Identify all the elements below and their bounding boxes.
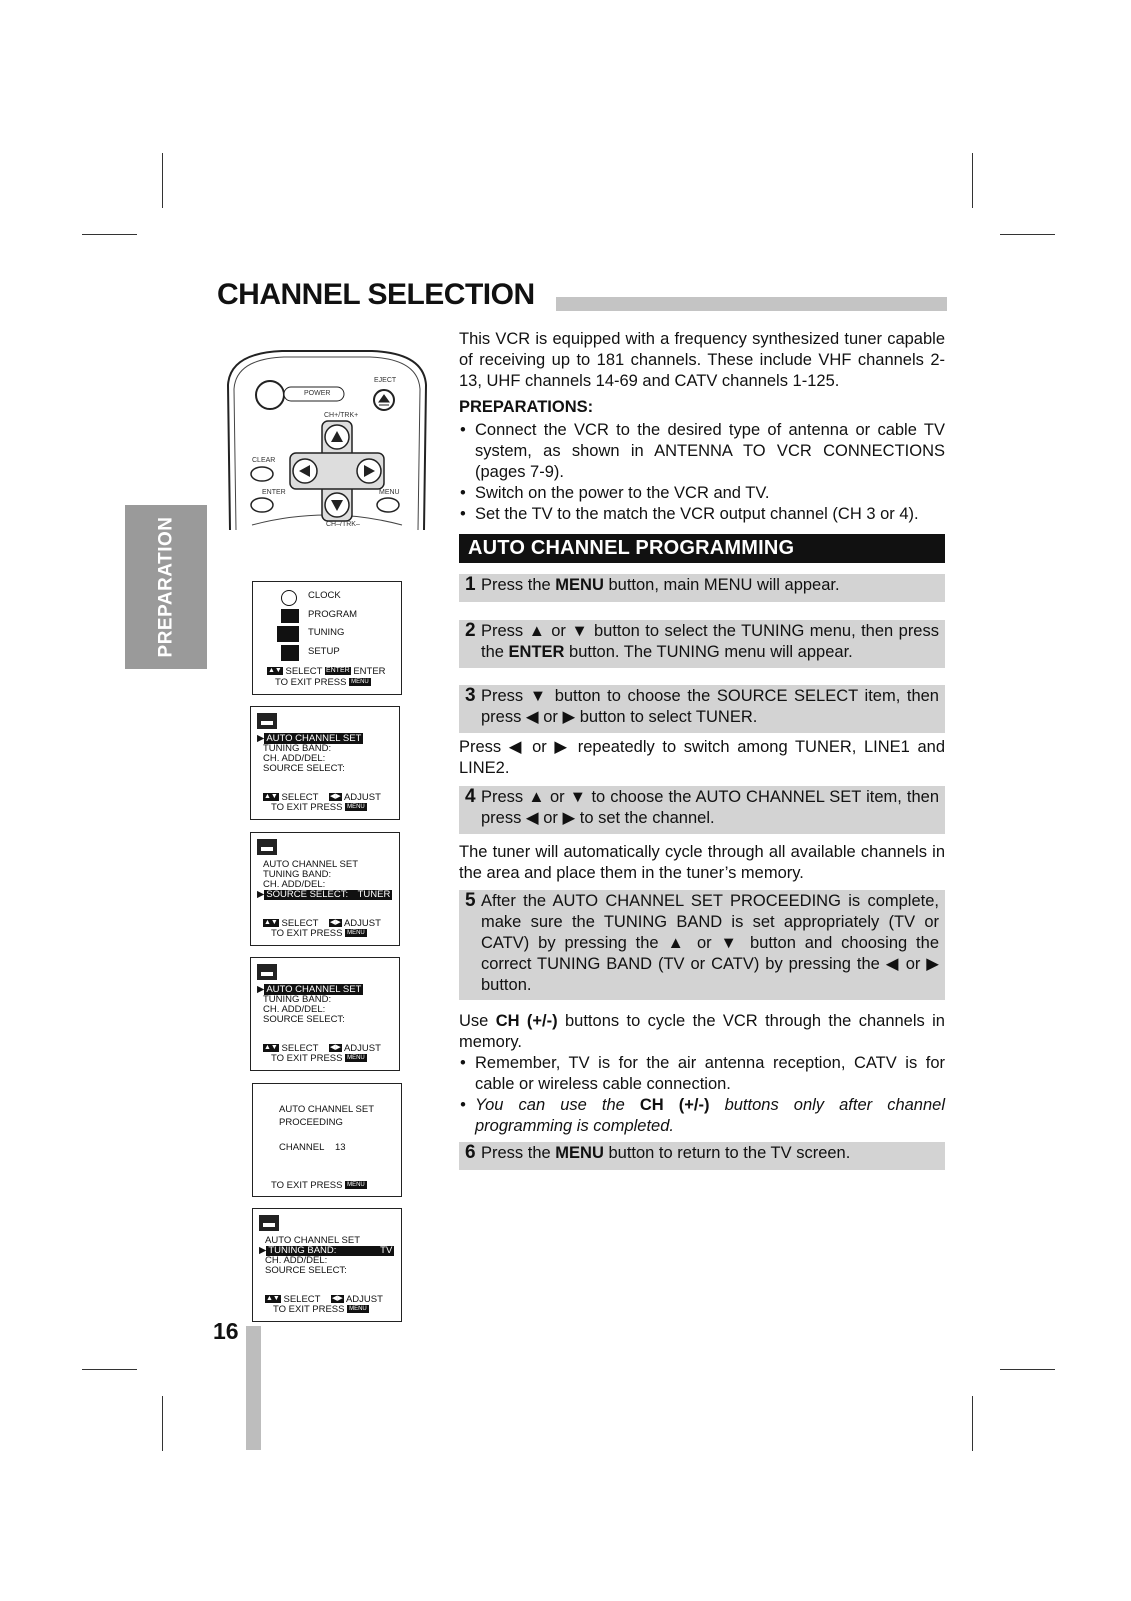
list-item: • Switch on the power to the VCR and TV. (459, 483, 945, 504)
osd-footer-select-adjust: ▲▼ SELECT ◀▶ ADJUST (264, 1043, 381, 1054)
osd-auto-channel-set: ▶ AUTO CHANNEL SET (257, 984, 362, 995)
title-rule (556, 297, 947, 311)
crop-mark (972, 1396, 973, 1451)
power-label: POWER (304, 390, 331, 397)
step-4: 4 Press ▲ or ▼ to choose the AUTO CHANNEL SET item, then press ◀ or ▶ to set the channel. (459, 786, 945, 834)
tuning-icon (257, 839, 277, 855)
clock-icon (281, 590, 297, 606)
enter-key-chip: ENTER (325, 667, 350, 675)
page-title: CHANNEL SELECTION (217, 278, 535, 311)
osd-tuning-band: TUNING BAND: (263, 869, 332, 880)
osd-channel-readout: CHANNEL 13 (279, 1142, 346, 1153)
clear-label: CLEAR (252, 457, 276, 464)
menu-label: MENU (379, 489, 400, 496)
osd-source-select-highlight: ▶ SOURCE SELECT: TUNER (257, 889, 391, 900)
step-3: 3 Press ▼ button to choose the SOURCE SELECT item, then press ◀ or ▶ button to select TUNER. (459, 685, 945, 733)
step-5-note: Use CH (+/-) buttons to cycle the VCR through the channels in memory. (459, 1012, 945, 1051)
tuning-icon (257, 713, 277, 729)
osd-tuning-auto-selected-2 (250, 957, 400, 1071)
page-number-stripe (246, 1326, 261, 1450)
list-item: • Remember, TV is for the air antenna reception, CATV is for cable or wireless cable connection. (459, 1053, 945, 1095)
osd-footer-select: ▲▼ SELECT ENTER ENTER (268, 666, 386, 677)
crop-mark (82, 234, 137, 235)
page-number: 16 (213, 1318, 239, 1344)
list-item: • Connect the VCR to the desired type of antenna or cable TV system, as shown in ANTENNA TO VCR CONNECTIONS (pages 7-9). (459, 420, 945, 483)
step-6: 6 Press the MENU button to return to the TV screen. (459, 1142, 945, 1170)
remote-control-illustration (222, 345, 432, 530)
osd-footer-exit: TO EXIT PRESS MENU (271, 928, 365, 939)
osd-auto-channel-set: AUTO CHANNEL SET (263, 859, 359, 870)
list-item: • Set the TV to the match the VCR output channel (CH 3 or 4). (459, 504, 945, 525)
menu-item-setup: SETUP (308, 646, 340, 657)
osd-main-menu (252, 581, 402, 695)
crop-mark (1000, 1369, 1055, 1370)
osd-ch-add-del: CH. ADD/DEL: (265, 1255, 328, 1266)
osd-tuning-band-selected (252, 1208, 402, 1322)
tuning-icon (277, 626, 299, 642)
osd-source-select: SOURCE SELECT: (263, 763, 345, 774)
menu-key-chip: MENU (351, 679, 369, 686)
step-1: 1 Press the MENU button, main MENU will appear. (459, 574, 945, 602)
tuning-icon (259, 1215, 279, 1231)
preparations-heading: PREPARATIONS: (459, 398, 594, 416)
enter-label: ENTER (262, 489, 286, 496)
osd-proceeding-line1: AUTO CHANNEL SET (279, 1104, 375, 1115)
osd-footer-select-adjust: ▲▼ SELECT ◀▶ ADJUST (264, 918, 381, 929)
menu-item-tuning: TUNING (308, 627, 345, 638)
osd-footer-select-adjust: ▲▼ SELECT ◀▶ ADJUST (264, 792, 381, 803)
crop-mark (972, 153, 973, 208)
intro-paragraph: This VCR is equipped with a frequency synthesized tuner capable of receiving up to 181 channels. These include VHF channels 2-13, UHF channels 14-69 and CATV channels 1-125. (459, 330, 945, 390)
osd-footer-exit: TO EXIT PRESS MENU (273, 1304, 367, 1315)
osd-footer-exit: TO EXIT PRESS MENU (271, 1053, 365, 1064)
up-down-keys-icon: ▲▼ (268, 667, 282, 675)
osd-source-select: SOURCE SELECT: (265, 1265, 347, 1276)
osd-auto-channel-set: ▶ AUTO CHANNEL SET (257, 733, 362, 744)
crop-mark (82, 1369, 137, 1370)
step-2: 2 Press ▲ or ▼ button to select the TUNING menu, then press the ENTER button. The TUNING menu will appear. (459, 620, 945, 668)
ch-down-label: CH–/TRK– (326, 521, 360, 528)
step-5-bullets (459, 1053, 945, 1137)
osd-auto-channel-set: AUTO CHANNEL SET (265, 1235, 361, 1246)
menu-item-program: PROGRAM (308, 609, 358, 620)
osd-proceeding-line2: PROCEEDING (279, 1117, 343, 1128)
menu-item-clock: CLOCK (308, 590, 341, 601)
osd-tuning-auto-selected (250, 706, 400, 820)
list-item: • You can use the CH (+/-) buttons only after channel programming is completed. (459, 1095, 945, 1137)
osd-tuning-source-selected (250, 832, 400, 946)
osd-ch-add-del: CH. ADD/DEL: (263, 1004, 326, 1015)
setup-icon (281, 645, 299, 661)
osd-footer-exit: TO EXIT PRESS MENU (271, 802, 365, 813)
step-3-note: Press ◀ or ▶ repeatedly to switch among TUNER, LINE1 and LINE2. (459, 738, 945, 777)
section-heading: AUTO CHANNEL PROGRAMMING (459, 534, 945, 563)
osd-auto-proceeding (252, 1083, 402, 1197)
tuning-icon (257, 964, 277, 980)
step-4-note: The tuner will automatically cycle through all available channels in the area and place them in the tuner’s memory. (459, 843, 945, 882)
ch-up-label: CH+/TRK+ (324, 412, 359, 419)
osd-ch-add-del: CH. ADD/DEL: (263, 879, 326, 890)
crop-mark (1000, 234, 1055, 235)
preparations-list (459, 420, 945, 525)
osd-footer-exit: TO EXIT PRESS MENU (271, 1180, 365, 1191)
osd-tuning-band: TUNING BAND: (263, 743, 332, 754)
osd-source-select: SOURCE SELECT: (263, 1014, 345, 1025)
crop-mark (162, 153, 163, 208)
osd-footer-select-adjust: ▲▼ SELECT ◀▶ ADJUST (266, 1294, 383, 1305)
step-5: 5 After the AUTO CHANNEL SET PROCEEDING is complete, make sure the TUNING BAND is set appropriately (TV or CATV) by pressing the ▲ or ▼ button and choosing the correct TUNING BAND (TV or CATV) by pressing the ◀ or ▶ button. (459, 890, 945, 1000)
eject-label: EJECT (374, 377, 397, 384)
program-icon (281, 609, 299, 623)
osd-tuning-band-highlight: ▶ TUNING BAND: TV (259, 1245, 393, 1256)
osd-ch-add-del: CH. ADD/DEL: (263, 753, 326, 764)
crop-mark (162, 1396, 163, 1451)
side-tab-label: PREPARATION (155, 516, 176, 658)
osd-tuning-band: TUNING BAND: (263, 994, 332, 1005)
osd-footer-exit: TO EXIT PRESS MENU (275, 677, 369, 688)
